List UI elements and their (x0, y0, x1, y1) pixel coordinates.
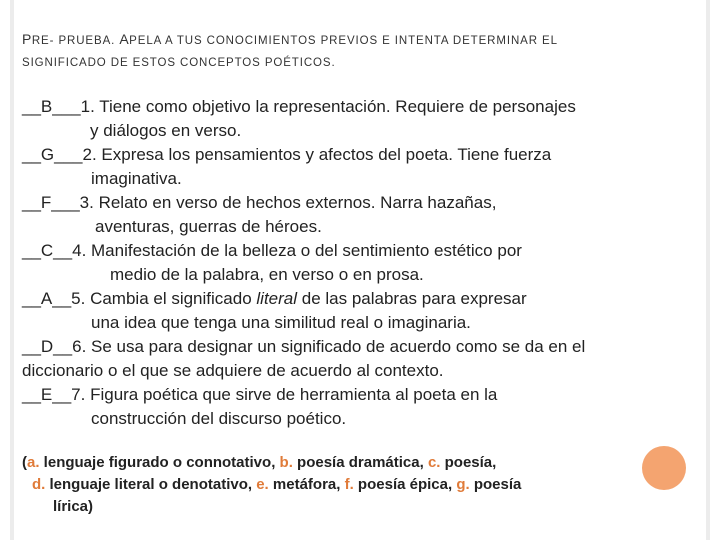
list-item-5 (22, 287, 690, 335)
list-item-2 (22, 143, 690, 191)
title-text-2: PELA A TUS CONOCIMIENTOS PREVIOS E INTENTA DETERMINAR EL (129, 35, 558, 47)
list-item-4 (22, 239, 690, 287)
decorative-circle (642, 446, 686, 490)
answer-blank: __C__ (22, 241, 73, 260)
item-text-emphasis: literal (256, 289, 298, 308)
item-continuation: una idea que tenga una similitud real o imaginaria. (91, 313, 471, 332)
page-title (22, 28, 682, 74)
list-item-7 (22, 383, 690, 431)
legend-letter-b: b. (279, 454, 293, 471)
answer-blank: __G___ (22, 145, 83, 164)
legend-letter-f: f. (344, 476, 354, 493)
left-border-rule (10, 0, 14, 540)
list-item-1 (22, 95, 690, 143)
answer-blank: __F___ (22, 193, 80, 212)
legend-line-3: lírica) (53, 498, 94, 515)
right-border-rule (706, 0, 710, 540)
title-line-1 (22, 28, 682, 52)
title-text-1: RE- PRUEBA. (31, 35, 120, 47)
legend-letter-d: d. (32, 476, 46, 493)
item-continuation: aventuras, guerras de héroes. (95, 217, 322, 236)
item-text: 2. Expresa los pensamientos y afectos del poeta. Tiene fuerza (82, 145, 552, 164)
answer-key-legend (22, 452, 642, 518)
title-initial-a: A (119, 31, 130, 47)
item-text-post: de las palabras para expresar (297, 289, 527, 308)
legend-letter-c: c. (427, 454, 441, 471)
item-continuation: medio de la palabra, en verso o en prosa. (110, 265, 424, 284)
item-text: 6. Se usa para designar un significado de acuerdo como se da en el (72, 337, 586, 356)
answer-blank: __D__ (22, 337, 73, 356)
title-initial-p: P (22, 31, 32, 47)
legend-letter-e: e. (256, 476, 269, 493)
answer-blank: __E__ (22, 385, 72, 404)
item-text: 1. Tiene como objetivo la representación. Requiere de personajes (80, 97, 576, 116)
answer-blank: __B___ (22, 97, 81, 116)
legend-line-1: (a. lenguaje figurado o connotativo, b. poesía dramática, c. poesía, (22, 454, 497, 471)
item-text-pre: 5. Cambia el significado (71, 289, 257, 308)
item-text: 4. Manifestación de la belleza o del sentimiento estético por (72, 241, 522, 260)
concept-list (22, 95, 690, 431)
item-continuation: diccionario o el que se adquiere de acuerdo al contexto. (22, 361, 444, 380)
list-item-3 (22, 191, 690, 239)
item-text: 7. Figura poética que sirve de herramienta al poeta en la (71, 385, 498, 404)
legend-line-2: d. lenguaje literal o denotativo, e. metáfora, f. poesía épica, g. poesía (32, 476, 522, 493)
title-line-2: SIGNIFICADO DE ESTOS CONCEPTOS POÉTICOS. (22, 57, 336, 69)
item-text: 3. Relato en verso de hechos externos. Narra hazañas, (79, 193, 497, 212)
item-continuation: y diálogos en verso. (90, 121, 242, 140)
legend-letter-a: a. (27, 454, 40, 471)
item-continuation: imaginativa. (91, 169, 182, 188)
list-item-6 (22, 335, 690, 383)
legend-letter-g: g. (456, 476, 470, 493)
answer-blank: __A__ (22, 289, 72, 308)
item-continuation: construcción del discurso poético. (91, 409, 347, 428)
